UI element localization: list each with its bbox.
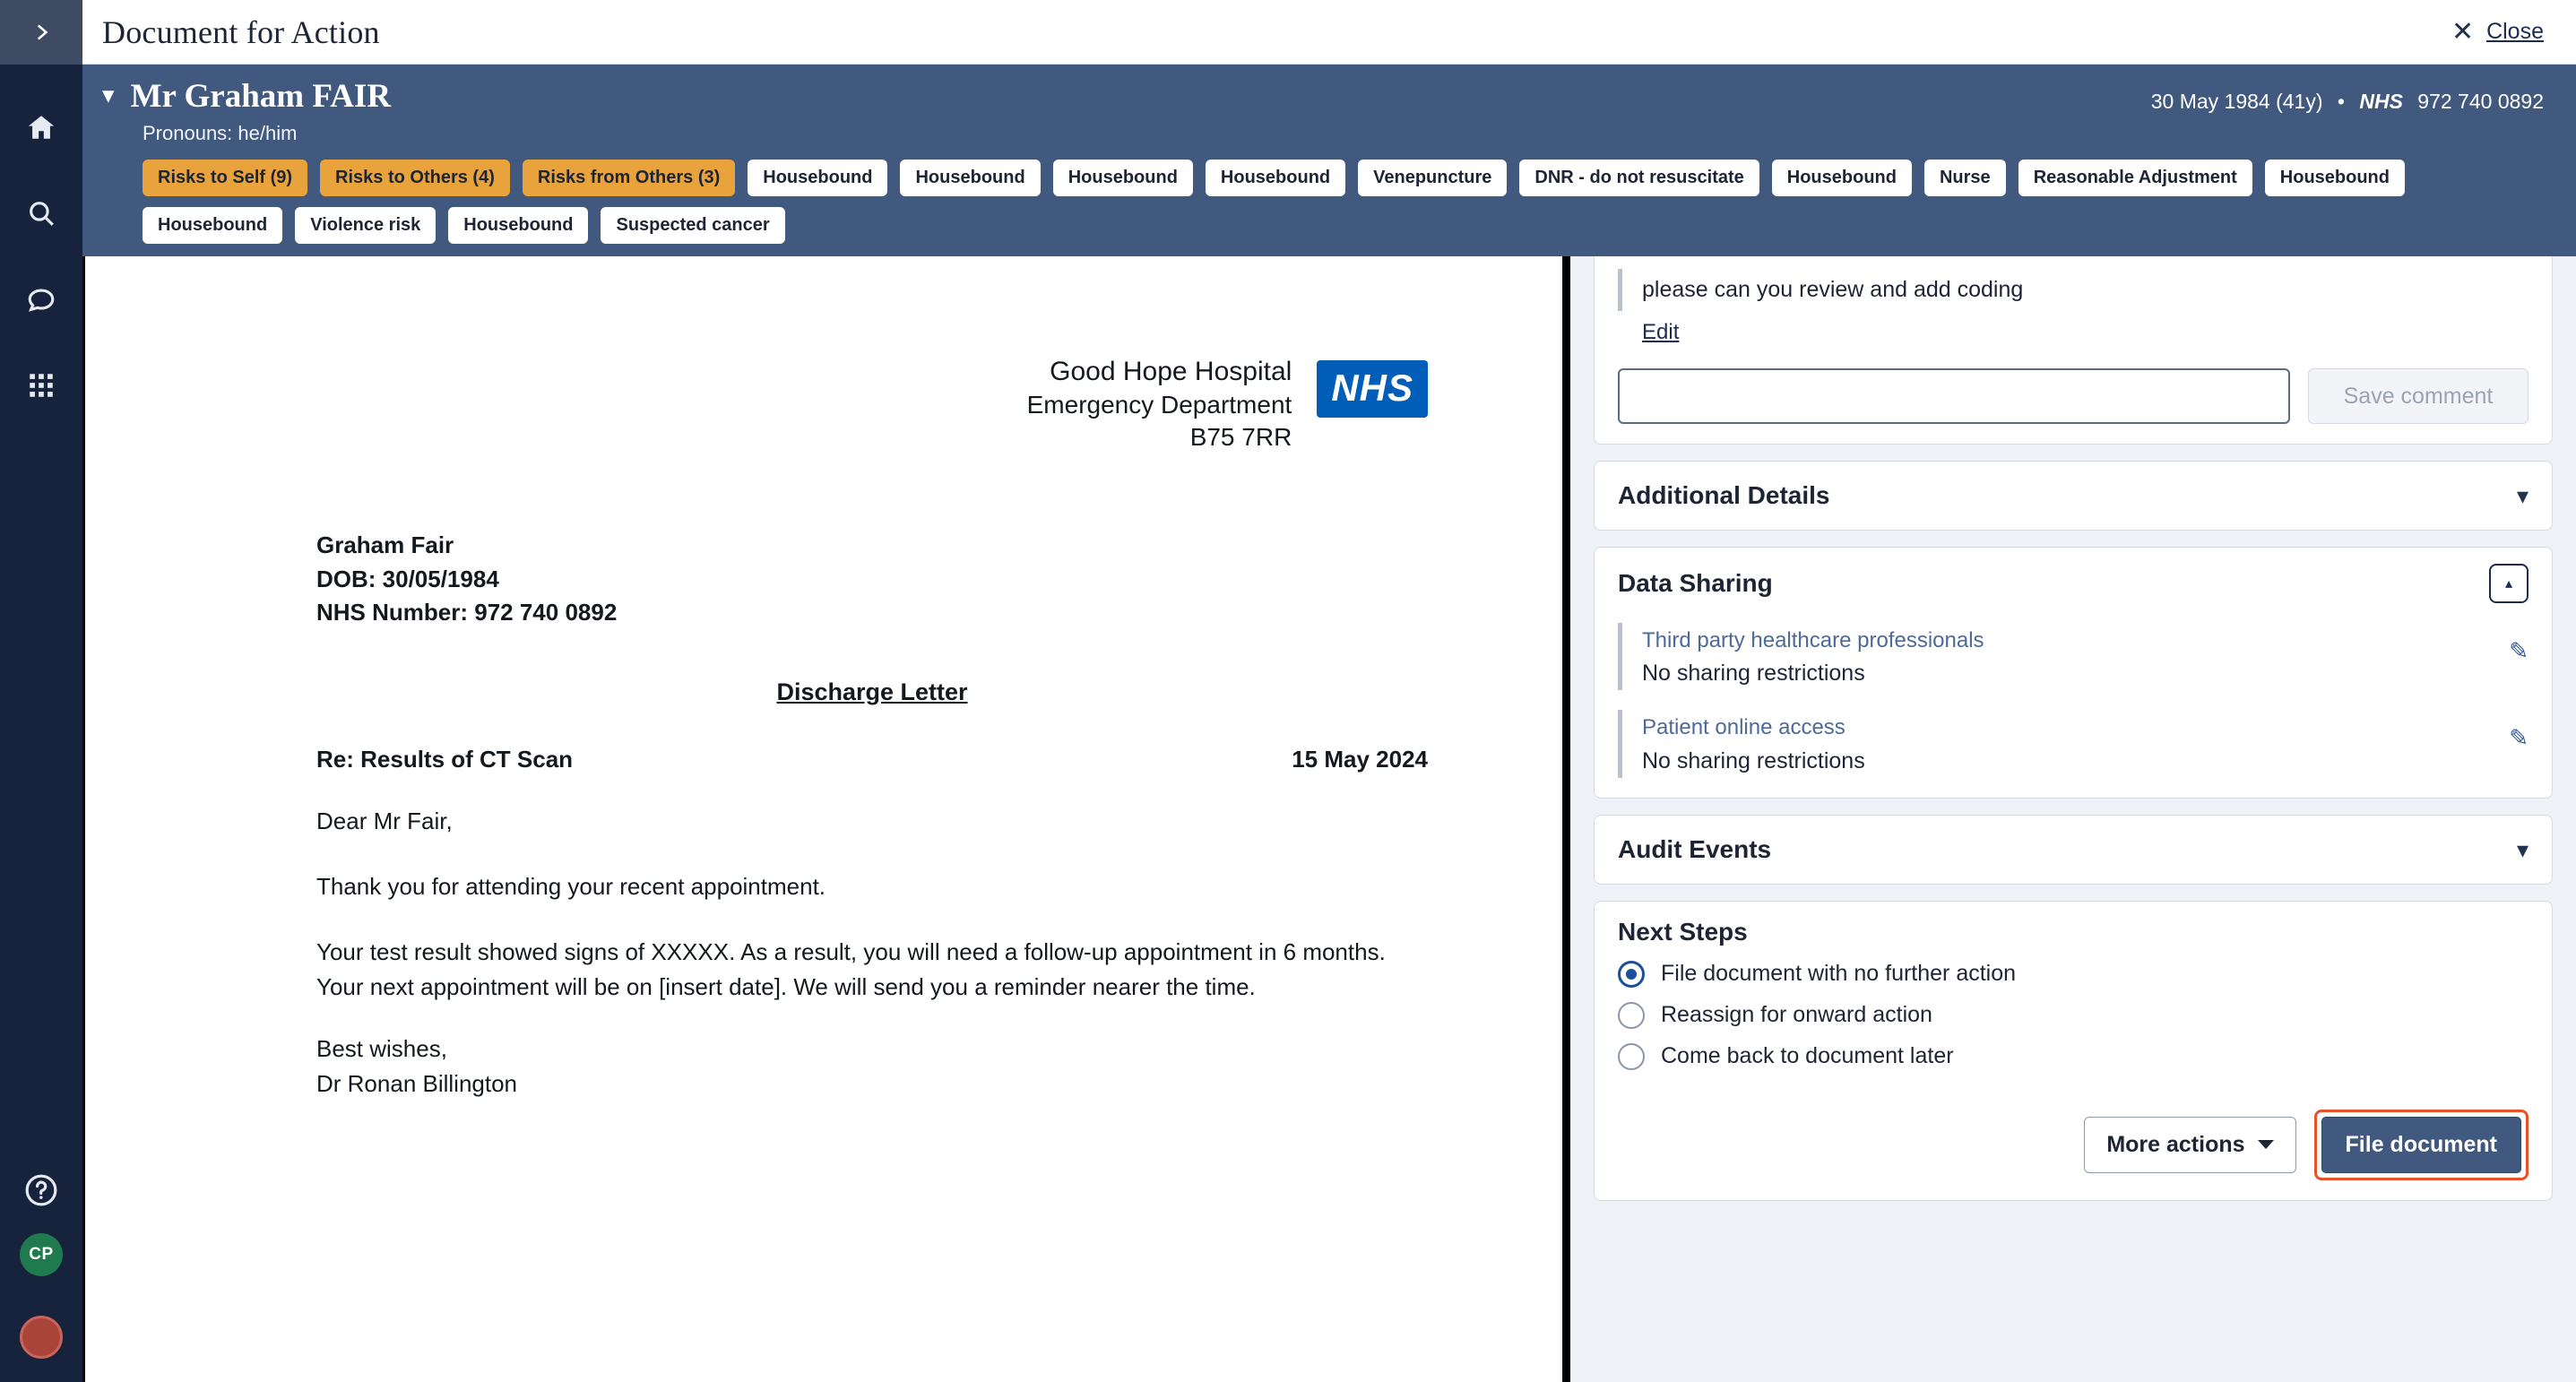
letterhead [316,355,1428,453]
patient-flag-chip[interactable]: Housebound [1053,160,1193,196]
radio-selected-icon[interactable] [1618,961,1645,988]
patient-flag-chips [143,160,2544,244]
patient-identity [102,79,391,115]
next-step-label: File document with no further action [1661,961,2017,987]
document-closing: Best wishes, [316,1035,447,1063]
chevron-down-icon[interactable]: ▾ [102,82,115,108]
main-split [82,256,2576,1382]
document-subject: Re: Results of CT Scan [316,746,574,773]
additional-details-card[interactable] [1594,461,2553,531]
rail-bottom-group [0,1147,82,1382]
chevron-right-icon [30,21,53,44]
edit-comment-link[interactable]: Edit [1642,320,1680,344]
more-actions-label: More actions [2106,1131,2245,1157]
nhs-logo: NHS [1317,360,1428,418]
more-actions-button[interactable] [2084,1117,2295,1173]
patient-dob: 30 May 1984 (41y) [2150,90,2323,113]
document-salutation: Dear Mr Fair, [316,808,453,835]
comment-text: please can you review and add coding [1618,269,2528,311]
file-document-highlight [2314,1110,2528,1180]
next-step-option-later[interactable] [1618,1043,2528,1070]
nav-messages-button[interactable] [0,256,82,342]
search-icon [26,198,56,229]
sharing-item [1618,710,2528,777]
sharing-value: No sharing restrictions [1642,747,1865,773]
document-viewer[interactable] [82,256,1570,1382]
page-title: Document for Action [102,13,380,50]
expand-nav-button[interactable] [0,0,82,65]
save-comment-button[interactable]: Save comment [2308,368,2528,424]
nav-home-button[interactable] [0,84,82,170]
patient-flag-chip[interactable]: Housebound [748,160,887,196]
patient-pronouns: Pronouns: he/him [143,122,298,144]
sharing-label: Third party healthcare professionals [1642,628,1984,652]
next-step-label: Come back to document later [1661,1043,1954,1069]
patient-flag-chip[interactable]: Reasonable Adjustment [2018,160,2252,196]
audit-events-header[interactable] [1618,835,2528,864]
document-title: Discharge Letter [776,678,968,706]
document-page [85,256,1562,1382]
side-panel [1570,256,2576,1382]
patient-name: Mr Graham FAIR [130,78,392,115]
additional-details-title: Additional Details [1618,481,1830,509]
chevron-down-icon[interactable]: ▾ [2516,482,2528,509]
hospital-name: Good Hope Hospital [1050,357,1292,386]
apps-grid-icon [26,370,56,401]
patient-demographics [2151,90,2544,114]
hospital-department: Emergency Department [1026,391,1292,419]
help-icon [24,1173,58,1207]
file-document-button[interactable]: File document [2321,1117,2521,1173]
separator-dot: • [2337,90,2345,113]
data-sharing-header[interactable] [1618,564,2528,603]
next-steps-card [1594,901,2553,1201]
patient-flag-chip[interactable]: Risks to Others (4) [320,160,510,196]
panel-bottom-spacer [1594,1217,2553,1246]
next-steps-title: Next Steps [1618,917,1748,946]
nhs-number: 972 740 0892 [2417,90,2544,113]
pencil-icon[interactable]: ✎ [2509,637,2528,664]
audit-events-title: Audit Events [1618,834,1772,863]
patient-flag-chip[interactable]: Violence risk [295,207,436,244]
audit-events-card[interactable] [1594,815,2553,885]
left-nav-rail [0,0,82,1382]
comment-entry-row [1618,368,2528,424]
record-dot-icon[interactable] [20,1316,63,1359]
nhs-label: NHS [2359,90,2403,113]
chevron-down-icon [2258,1140,2274,1149]
patient-flag-chip[interactable]: Housebound [1772,160,1912,196]
patient-flag-chip[interactable]: Risks from Others (3) [523,160,735,196]
patient-flag-chip[interactable]: Suspected cancer [601,207,784,244]
document-patient-block [316,529,1428,630]
sharing-label: Patient online access [1642,715,1846,740]
data-sharing-title: Data Sharing [1618,569,1773,597]
document-subject-row [316,746,1428,773]
patient-flag-chip[interactable]: Housebound [900,160,1040,196]
next-step-option-reassign[interactable] [1618,1002,2528,1029]
document-date: 15 May 2024 [1292,746,1428,773]
content-area [82,0,2576,1382]
patient-flag-chip[interactable]: Nurse [1924,160,2006,196]
patient-banner-top [102,79,2544,115]
radio-icon[interactable] [1618,1043,1645,1070]
next-steps-actions [1618,1110,2528,1180]
rail-icon-list [0,84,82,428]
data-sharing-card [1594,547,2553,799]
document-patient-nhs: NHS Number: 972 740 0892 [316,599,618,626]
next-step-option-file[interactable] [1618,961,2528,988]
user-avatar[interactable]: CP [20,1233,63,1276]
document-paragraph-1: Thank you for attending your recent appointment. [316,873,826,901]
document-patient-name: Graham Fair [316,531,454,559]
nav-search-button[interactable] [0,170,82,256]
nav-help-button[interactable] [0,1147,82,1233]
document-signature: Dr Ronan Billington [316,1070,518,1098]
next-step-label: Reassign for onward action [1661,1002,1932,1028]
patient-flag-chip[interactable]: Risks to Self (9) [143,160,307,196]
patient-banner [82,65,2576,256]
patient-flag-chip[interactable]: Venepuncture [1358,160,1507,196]
window-titlebar [82,0,2576,65]
patient-flag-chip[interactable]: DNR - do not resuscitate [1519,160,1759,196]
chevron-up-icon[interactable]: ▴ [2489,564,2528,603]
chat-bubble-icon [26,284,56,315]
document-paragraph-2: Your test result showed signs of XXXXX. As a result, you will need a follow-up appointment in 6 months. Your next appointment will be on [insert date]. We will send you a reminder nearer the time. [316,938,1386,1001]
close-icon: ✕ [2451,16,2475,47]
sharing-item [1618,623,2528,690]
patient-flag-chip[interactable]: Housebound [448,207,588,244]
chevron-down-icon[interactable]: ▾ [2516,835,2528,863]
pencil-icon[interactable]: ✎ [2509,724,2528,752]
sharing-value: No sharing restrictions [1642,661,1865,687]
comments-card [1594,256,2553,445]
letterhead-address [1027,355,1292,453]
radio-icon[interactable] [1618,1002,1645,1029]
close-button[interactable] [2451,16,2544,47]
close-label: Close [2486,19,2544,44]
patient-flag-chip[interactable]: Housebound [143,207,282,244]
patient-flag-chip[interactable]: Housebound [1206,160,1345,196]
document-patient-dob: DOB: 30/05/1984 [316,565,499,592]
nav-apps-button[interactable] [0,342,82,428]
comment-input[interactable] [1618,368,2290,424]
additional-details-header[interactable] [1618,481,2528,510]
home-icon [26,112,56,143]
hospital-postcode: B75 7RR [1189,423,1292,452]
patient-flag-chip[interactable]: Housebound [2265,160,2405,196]
